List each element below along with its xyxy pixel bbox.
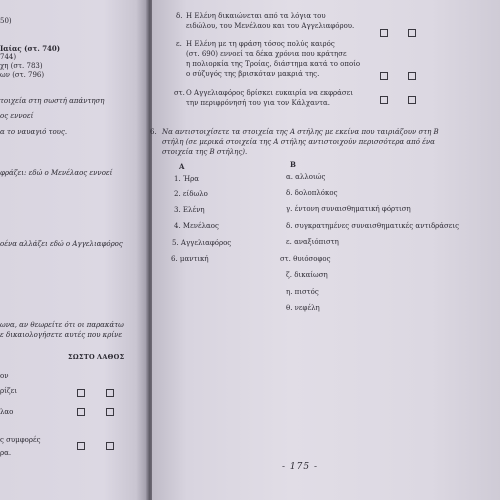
column-b-item: ζ. δικαίωση — [286, 271, 328, 279]
left-line: ε δικαιολογήσετε αυτές που κρίνε — [0, 331, 123, 339]
column-b-item: ε. αναξιόπιστη — [286, 238, 339, 246]
left-line: φράζει: εδώ ο Μενέλαος εννοεί — [0, 169, 113, 177]
left-line: 744) — [0, 53, 17, 61]
column-b-item: η. πιστός — [286, 288, 319, 296]
left-line: χη (στ. 783) — [0, 62, 43, 70]
left-line: ρα. — [0, 449, 12, 457]
column-b-item: θ. νεφέλη — [286, 304, 320, 312]
left-line: ων (στ. 796) — [0, 71, 45, 79]
right-page — [152, 0, 500, 500]
column-b-item: α. αλλοιώς — [286, 173, 326, 181]
left-line: 50) — [0, 17, 12, 25]
item-line: την περιφρόνησή του για τον Κάλχαντα. — [186, 99, 330, 107]
checkbox-correct[interactable] — [380, 96, 388, 104]
checkbox-wrong[interactable] — [408, 96, 416, 104]
checkbox-correct[interactable] — [380, 72, 388, 80]
question-line: στήλη (σε μερικά στοιχεία της Α στήλης αντιστοιχούν περισσότερα από ένα — [162, 138, 435, 146]
item-label: ε. — [176, 40, 182, 48]
column-a-item: 5. Αγγελιαφόρος — [172, 239, 232, 247]
left-page — [0, 0, 148, 500]
correct-header: ΣΩΣΤΟ — [68, 353, 95, 361]
left-line: οένα αλλάζει εδώ ο Αγγελιαφόρος — [0, 240, 123, 248]
left-line: λαο — [0, 408, 14, 416]
item-line: ο σύζυγός της βρισκόταν μακριά της. — [186, 70, 320, 78]
question-number: 6. — [150, 128, 157, 136]
item-label: δ. — [176, 12, 183, 20]
column-a-item: 1. Ήρα — [174, 175, 200, 183]
column-b-item: δ. συγκρατημένες συναισθηματικές αντιδράσεις — [286, 222, 460, 230]
column-a-item: 2. είδωλο — [174, 190, 208, 198]
item-line: Η Ελένη δικαιώνεται από τα λόγια του — [186, 12, 326, 20]
left-line: τοιχεία στη σωστή απάντηση — [0, 97, 105, 105]
left-line: ς συμφορές — [0, 436, 41, 444]
item-line: (στ. 690) εννοεί τα δέκα χρόνια που κράτησε — [186, 50, 347, 58]
left-line: Ιαίας (στ. 740) — [0, 44, 61, 53]
left-line: ωνα, αν θεωρείτε ότι οι παρακάτω — [0, 321, 124, 329]
column-a-header: Α — [179, 162, 185, 171]
column-a-item: 6. μαντική — [171, 255, 209, 263]
item-line: η πολιορκία της Τροίας, διάστημα κατά το οποίο — [186, 60, 361, 68]
wrong-header: ΛΑΘΟΣ — [97, 353, 125, 361]
column-b-header: Β — [290, 160, 296, 169]
question-line: στοιχεία της Β στήλης). — [162, 148, 248, 156]
page-number: - 175 - — [282, 462, 318, 472]
checkbox-correct[interactable] — [380, 29, 388, 37]
checkbox-wrong[interactable] — [106, 442, 114, 450]
item-line: Ο Αγγελιαφόρος δρίσκει ευκαιρία να εκφράσει — [186, 89, 353, 97]
left-line: ον — [0, 372, 9, 380]
item-label: στ. — [174, 89, 185, 97]
column-a-item: 3. Ελένη — [174, 206, 205, 214]
left-line: ος εννοεί — [0, 112, 34, 120]
checkbox-wrong[interactable] — [408, 72, 416, 80]
item-line: Η Ελένη με τη φράση τόσος πολύς καιρός — [186, 40, 335, 48]
left-line: α το ναυαγιό τους. — [0, 128, 68, 136]
question-line: Να αντιστοιχίσετε τα στοιχεία της Α στήλης με εκείνα που ταιριάζουν στη Β — [162, 128, 439, 136]
column-b-item: στ. θυιόσοφος — [280, 255, 331, 263]
column-a-item: 4. Μενέλαος — [174, 222, 219, 230]
checkbox-correct[interactable] — [77, 389, 85, 397]
checkbox-wrong[interactable] — [106, 408, 114, 416]
checkbox-correct[interactable] — [77, 408, 85, 416]
checkbox-wrong[interactable] — [106, 389, 114, 397]
checkbox-correct[interactable] — [77, 442, 85, 450]
item-line: ειδώλου, του Μενέλαου και του Αγγελιαφόρου. — [186, 22, 355, 30]
column-b-item: γ. έντονη συναισθηματική φόρτιση — [286, 205, 411, 213]
checkbox-wrong[interactable] — [408, 29, 416, 37]
column-b-item: δ. δολοπλόκος — [286, 189, 338, 197]
left-line: ρίζει — [0, 387, 18, 395]
